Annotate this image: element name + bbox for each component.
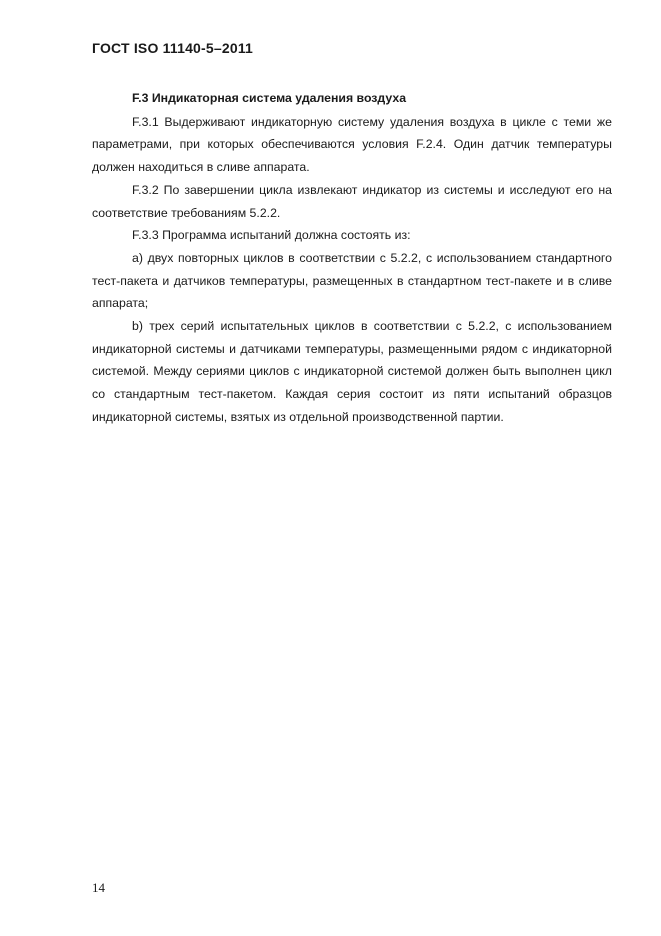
section-title: F.3 Индикаторная система удаления воздуха: [132, 91, 407, 105]
document-header: ГОСТ ISO 11140-5–2011: [92, 40, 254, 56]
paragraph-f-3-3: F.3.3 Программа испытаний должна состоять из:: [132, 228, 411, 243]
document-body: [92, 87, 612, 429]
paragraph-f-3-1: F.3.1 Выдерживают индикаторную систему удаления воздуха в цикле с теми же параметрами, при которых обеспечиваются условия F.2.4. Один датчик температуры должен находиться в сливе аппарата.: [92, 114, 612, 175]
list-item-b: b) трех серий испытательных циклов в соответствии с 5.2.2, с использованием индикаторной системы и датчиками температуры, размещенными рядом с индикаторной системой. Между сериями циклов с индикаторной системой должен быть выполнен цикл со стандартным тест-пакетом. Каждая серия состоит из пяти испытаний образцов индикаторной системы, взятых из отдельной производственной партии.: [92, 319, 612, 424]
list-item-a: a) двух повторных циклов в соответствии с 5.2.2, с использованием стандартного тест-пакета и датчиков температуры, размещенных в стандартном тест-пакете и в сливе аппарата;: [92, 250, 612, 311]
page-number: 14: [92, 880, 105, 895]
paragraph-f-3-2: F.3.2 По завершении цикла извлекают индикатор из системы и исследуют его на соответствие требованиям 5.2.2.: [92, 182, 612, 220]
